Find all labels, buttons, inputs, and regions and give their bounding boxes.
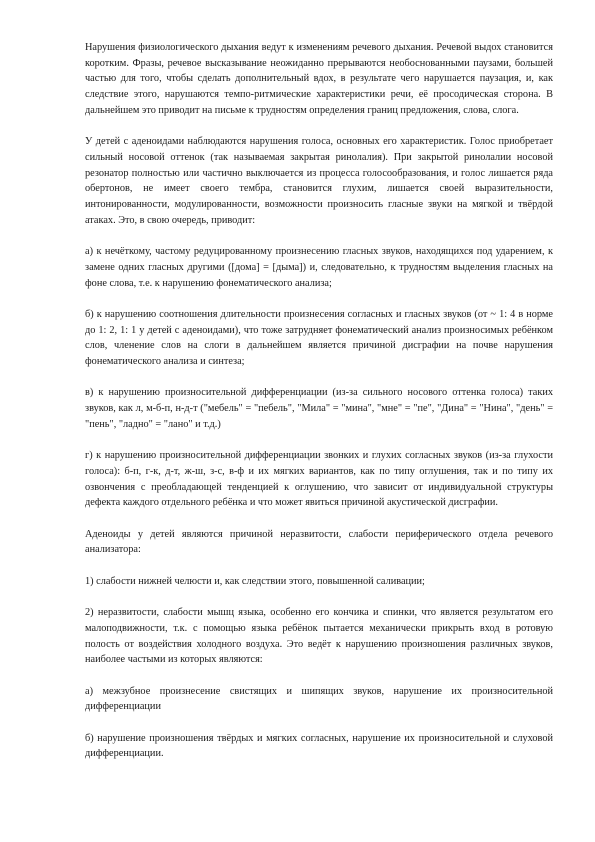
paragraph-item-b-hard-soft: б) нарушение произношения твёрдых и мягких согласных, нарушение их произносительной и слуховой дифференциации. [85,732,553,760]
paragraph-item-2-tongue: 2) неразвитости, слабости мышц языка, особенно его кончика и спинки, что является результатом его малоподвижности, т.к. с помощью языка ребёнок пытается механически прикрыть вход в ротовую полость от воздействия холодного воздуха. Это ведёт к нарушению произношения различных звуков, наиболее частыми из которых являются: [85,607,553,666]
paragraph-item-1-jaw: 1) слабости нижней челюсти и, как следствии этого, повышенной саливации; [85,575,425,587]
paragraph-item-b-duration: б) к нарушению соотношения длительности произнесения согласных и гласных звуков (от ~ 1: 4 в норме до 1: 2, 1: 1 у детей с аденоидами), что тоже затрудняет фонематический анализ произносимых ребёнком слов, членение слов на слоги в дальнейшем является причиной дисграфии на почве нарушения фонематического анализа и синтеза; [85,308,553,368]
paragraph-item-a-interdental: а) межзубное произнесение свистящих и шипящих звуков, нарушение их произносительной дифференциации [85,685,553,713]
paragraph-item-v-nasal: в) к нарушению произносительной дифференциации (из-за сильного носового оттенка голоса) таких звуков, как л, м-б-п, н-д-т ("мебель" = "пебель", "Мила" = "мина", "мне" = "пе", "Дина" = "Нина", "день" = "пень", "ладно" = "лано" и т.д.) [85,387,553,430]
paragraph-breathing: Нарушения физиологического дыхания ведут к изменениям речевого дыхания. Речевой выдох становится коротким. Фразы, речевое высказывание неожиданно прерываются необоснованными паузами, большей частью для того, чтобы сделать дополнительный вдох, в результате чего нарушается паузация, и, как следствие этого, нарушаются темпо-ритмические характеристики речи, её просодическая сторона. В дальнейшем это приводит на письме к трудностям определения границ предложения, слова, слога. [85,42,553,116]
paragraph-item-a-vowels: а) к нечёткому, частому редуцированному произнесению гласных звуков, находящихся под ударением, к замене одних гласных другими ([дома] = [дыма]) и, следовательно, к трудностям выделения гласных на фоне слова, т.е. к нарушению фонематического анализа; [85,246,553,289]
paragraph-item-g-voiced: г) к нарушению произносительной дифференциации звонких и глухих согласных звуков (из-за глухости голоса): б-п, г-к, д-т, ж-ш, з-с, в-ф и их мягких вариантов, как по типу оглушения, так и по типу их озвончения с преобладающей тенденцией к оглушению, что зависит от индивидуальной структуры дефекта каждого отдельного ребёнка и что может явиться причиной акустической дисграфии. [85,450,553,509]
paragraph-voice: У детей с аденоидами наблюдаются нарушения голоса, основных его характеристик. Голос приобретает сильный носовой оттенок (так называемая закрытая ринолалия). При закрытой ринолалии носовой резонатор полностью или частично выключается из процесса голосообразования, и голос лишается ряда обертонов, не имеет своего тембра, становится глухим, лишается своей выразительности, интонированности, модулированности, возможности произносить гласные звуки на мягкой и твёрдой атаках. Это, в свою очередь, приводит: [85,136,553,226]
paragraph-analyzer: Аденоиды у детей являются причиной неразвитости, слабости периферического отдела речевого анализатора: [85,528,553,556]
document-page [85,40,553,778]
